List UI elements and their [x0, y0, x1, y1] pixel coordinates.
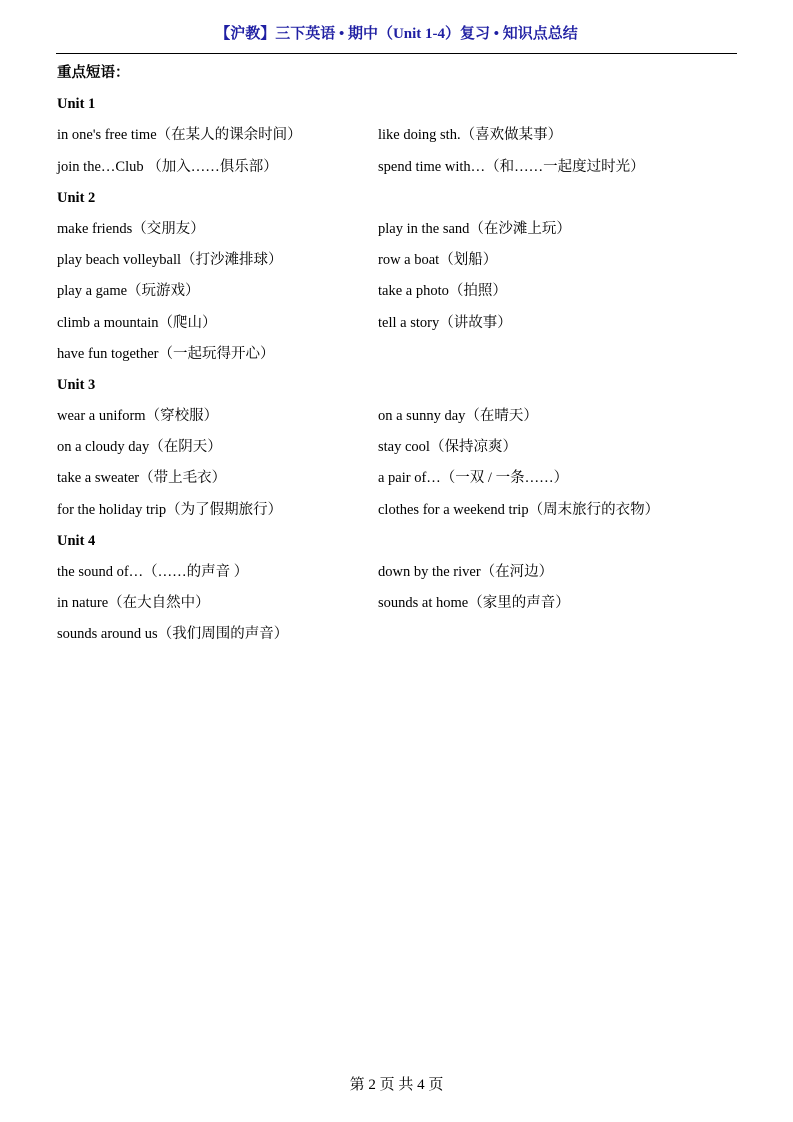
section-title: 重点短语：	[57, 65, 130, 81]
phrase-row	[57, 557, 737, 588]
phrase-right: take a photo（拍照）	[378, 283, 507, 300]
unit-heading: Unit 4	[57, 532, 96, 549]
phrase-row	[57, 463, 737, 494]
phrase-left: have fun together（一起玩得开心）	[57, 345, 275, 362]
phrase-right: spend time with…（和……一起度过时光）	[378, 158, 645, 175]
phrase-left: the sound of…（……的声音 ）	[57, 564, 249, 580]
phrase-row	[57, 401, 737, 432]
phrase-left: for the holiday trip（为了假期旅行）	[57, 501, 283, 518]
phrase-right: on a sunny day（在晴天）	[378, 408, 538, 425]
phrase-row	[57, 619, 737, 650]
header-divider	[56, 53, 737, 54]
phrase-right: play in the sand（在沙滩上玩）	[378, 220, 571, 237]
phrase-row	[57, 588, 737, 619]
unit-heading: Unit 1	[57, 96, 96, 113]
unit-heading: Unit 3	[57, 376, 96, 393]
phrase-right: a pair of…（一双 / 一条……）	[378, 470, 569, 487]
phrase-right: like doing sth.（喜欢做某事）	[378, 127, 563, 144]
phrase-left: make friends（交朋友）	[57, 220, 205, 237]
phrase-row	[57, 339, 737, 370]
page-number: 第 2 页 共 4 页	[349, 1077, 444, 1093]
phrase-right: clothes for a weekend trip（周末旅行的衣物）	[378, 501, 660, 518]
phrase-row	[57, 308, 737, 339]
phrase-right: sounds at home（家里的声音）	[378, 595, 570, 612]
phrase-right: stay cool（保持凉爽）	[378, 439, 517, 456]
phrase-left: play beach volleyball（打沙滩排球）	[57, 252, 283, 269]
unit-heading: Unit 2	[57, 189, 96, 206]
phrase-row	[57, 152, 737, 183]
phrase-right: down by the river（在河边）	[378, 564, 554, 580]
phrase-left: on a cloudy day（在阴天）	[57, 439, 222, 456]
phrase-left: sounds around us（我们周围的声音）	[57, 626, 289, 643]
phrase-row	[57, 214, 737, 245]
phrase-left: take a sweater（带上毛衣）	[57, 470, 227, 487]
page-header-title: 【沪教】三下英语 • 期中（Unit 1-4）复习 • 知识点总结	[215, 26, 578, 42]
phrase-right: tell a story（讲故事）	[378, 314, 512, 331]
phrase-left: climb a mountain（爬山）	[57, 314, 217, 331]
phrase-left: wear a uniform（穿校服）	[57, 408, 219, 425]
phrase-right: row a boat（划船）	[378, 252, 498, 269]
phrase-row	[57, 120, 737, 151]
phrase-content	[57, 58, 737, 651]
phrase-row	[57, 495, 737, 526]
phrase-left: play a game（玩游戏）	[57, 283, 200, 300]
phrase-left: join the…Club （加入……俱乐部）	[57, 158, 278, 175]
phrase-left: in one's free time（在某人的课余时间）	[57, 127, 302, 144]
phrase-left: in nature（在大自然中）	[57, 595, 210, 612]
phrase-row	[57, 245, 737, 276]
phrase-row	[57, 432, 737, 463]
phrase-row	[57, 276, 737, 307]
